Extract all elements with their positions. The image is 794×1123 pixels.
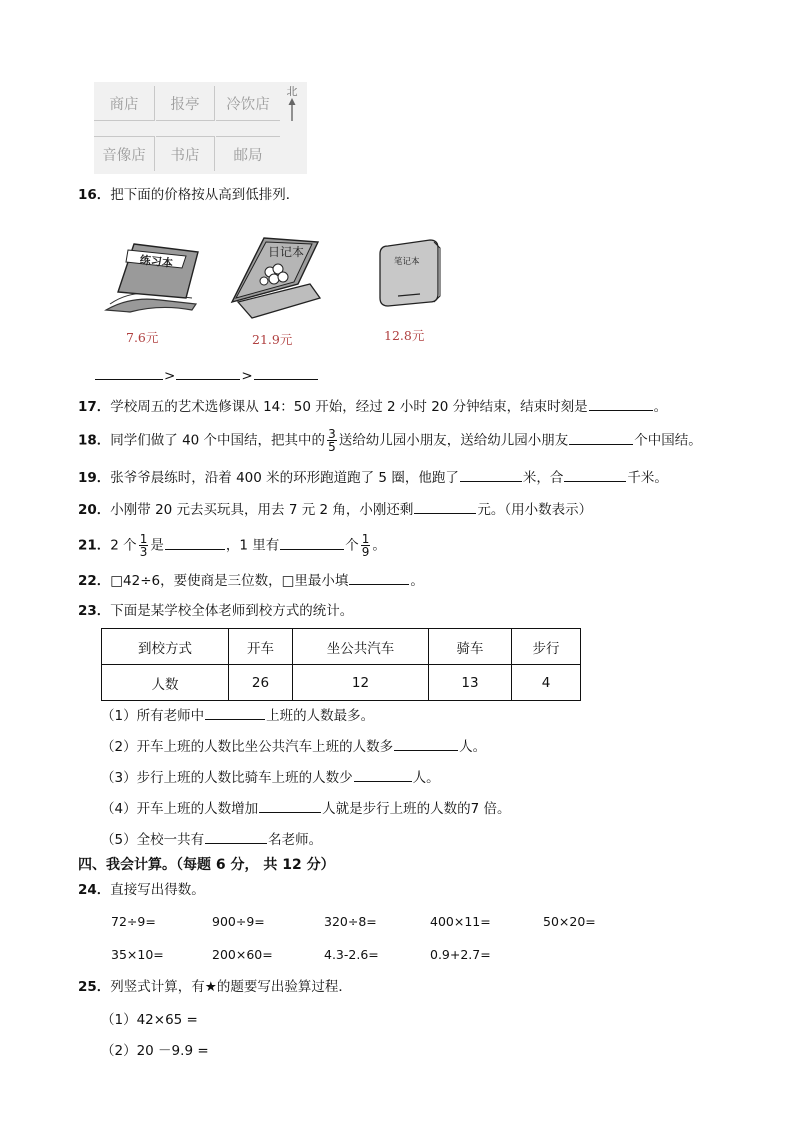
price-order-answer <box>94 364 319 386</box>
sub-question-1 <box>101 704 374 726</box>
table-row <box>102 665 581 701</box>
answer-blank[interactable] <box>280 534 344 550</box>
fraction-denominator: 3 <box>139 545 148 559</box>
question-16 <box>78 185 299 205</box>
answer-blank[interactable] <box>349 569 409 585</box>
question-number: 20． <box>78 502 111 518</box>
book-label: 日记本 <box>268 245 305 259</box>
question-24 <box>78 880 205 900</box>
direction-map <box>94 82 307 174</box>
question-number: 21． <box>78 537 111 554</box>
question-text: 同学们做了 40 个中国结，把其中的 <box>110 432 326 449</box>
answer-blank[interactable] <box>165 534 225 550</box>
calc-item: 72÷9= <box>111 914 156 929</box>
question-text: （3）步行上班的人数比骑车上班的人数少 <box>101 770 353 786</box>
commute-statistics-table <box>101 628 581 701</box>
question-number: 23． <box>78 603 111 619</box>
map-cell: 音像店 <box>94 136 155 171</box>
question-number: 16． <box>78 187 111 203</box>
calc-item: 50×20= <box>543 914 596 929</box>
fraction <box>139 533 149 558</box>
question-text: 小刚带 20 元去买玩具，用去 7 元 2 角，小刚还剩 <box>110 502 414 518</box>
question-20 <box>78 498 592 520</box>
price-label: 21.9元 <box>252 332 293 347</box>
question-text: 。 <box>410 573 424 589</box>
question-text: 列竖式计算，有★的题要写出验算过程． <box>110 979 352 995</box>
answer-blank[interactable] <box>176 364 240 380</box>
fraction-numerator: 1 <box>361 532 370 546</box>
question-text: （4）开车上班的人数增加 <box>101 801 259 817</box>
question-text: （1）所有老师中 <box>101 708 205 724</box>
question-text: 。 <box>653 399 668 415</box>
question-number: 17． <box>78 399 111 415</box>
table-header-cell: 坐公共汽车 <box>293 629 429 665</box>
question-text: 人就是步行上班的人数的7 倍。 <box>322 801 511 817</box>
north-label: 北 <box>286 85 298 98</box>
question-21 <box>78 533 386 558</box>
question-text: □42÷6，要使商是三位数，□里最小填 <box>110 573 349 589</box>
answer-blank[interactable] <box>589 395 653 411</box>
answer-blank[interactable] <box>354 766 412 782</box>
table-header-row <box>102 629 581 665</box>
table-header-cell: 开车 <box>229 629 293 665</box>
fraction-numerator: 1 <box>139 532 148 546</box>
north-arrow-icon <box>287 98 297 122</box>
notebook-image <box>372 238 444 310</box>
answer-blank[interactable] <box>460 466 522 482</box>
fraction-denominator: 9 <box>361 545 370 559</box>
greater-than-sign: > <box>241 368 253 384</box>
question-text: 张爷爷晨练时，沿着 400 米的环形跑道跑了 5 圈，他跑了 <box>110 470 459 486</box>
table-cell: 26 <box>229 665 293 701</box>
answer-blank[interactable] <box>414 498 476 514</box>
map-cell: 冷饮店 <box>216 86 280 121</box>
question-25 <box>78 977 352 997</box>
fraction-denominator: 5 <box>328 440 336 454</box>
question-number: 22． <box>78 573 111 589</box>
answer-blank[interactable] <box>394 735 458 751</box>
question-text: ，1 里有 <box>225 537 280 554</box>
question-number: 19． <box>78 470 111 486</box>
sub-question-5 <box>101 828 322 850</box>
map-cell: 书店 <box>156 136 215 171</box>
table-header-cell: 骑车 <box>429 629 512 665</box>
section-heading: 四、我会计算。（每题 6 分， 共 12 分） <box>78 857 335 873</box>
map-cell: 报亭 <box>156 86 215 121</box>
question-text: 下面是某学校全体老师到校方式的统计。 <box>110 603 354 619</box>
calc-item: 4.3-2.6= <box>324 947 379 962</box>
sub-question-3 <box>101 766 440 788</box>
question-text: 把下面的价格按从高到低排列． <box>110 187 300 203</box>
question-text: 直接写出得数。 <box>110 882 205 898</box>
answer-blank[interactable] <box>95 364 163 380</box>
question-text: 2 个 <box>110 537 137 554</box>
answer-blank[interactable] <box>569 429 633 445</box>
question-text: 米，合 <box>522 470 564 486</box>
table-cell: 人数 <box>102 665 229 701</box>
book-label: 练习本 <box>139 253 174 270</box>
calc-item: 0.9+2.7= <box>430 947 491 962</box>
question-23 <box>78 601 353 621</box>
table-header-cell: 到校方式 <box>102 629 229 665</box>
question-22 <box>78 569 424 591</box>
calc-item: （2）20 －9.9 = <box>101 1043 209 1059</box>
question-18 <box>78 428 702 453</box>
book-label: 笔记本 <box>394 257 420 267</box>
question-text: 上班的人数最多。 <box>266 708 375 724</box>
answer-blank[interactable] <box>205 704 265 720</box>
question-number: 24． <box>78 882 111 898</box>
question-text: 名老师。 <box>268 832 323 848</box>
fraction <box>327 428 337 453</box>
sub-question-2 <box>101 735 486 757</box>
diary-book-image <box>228 236 328 322</box>
table-header-cell: 步行 <box>512 629 581 665</box>
calc-item: 200×60= <box>212 947 273 962</box>
sub-question-4 <box>101 797 510 819</box>
question-number: 25． <box>78 979 111 995</box>
question-text: （2）开车上班的人数比坐公共汽车上班的人数多 <box>101 739 394 755</box>
calc-item: 400×11= <box>430 914 491 929</box>
question-text: 送给幼儿园小朋友，送给幼儿园小朋友 <box>338 432 569 449</box>
calc-item: 35×10= <box>111 947 164 962</box>
question-text: 元。（用小数表示） <box>477 502 593 518</box>
map-cell: 商店 <box>94 86 155 121</box>
question-text: 千米。 <box>627 470 668 486</box>
table-cell: 12 <box>293 665 429 701</box>
question-text: 个中国结。 <box>634 432 702 449</box>
table-cell: 13 <box>429 665 512 701</box>
question-text: 是 <box>150 537 164 554</box>
question-text: 人。 <box>459 739 487 755</box>
price-label: 7.6元 <box>126 330 159 345</box>
question-text: 学校周五的艺术选修课从 14：50 开始，经过 2 小时 20 分钟结束，结束时刻是 <box>110 399 588 415</box>
north-indicator <box>282 86 302 125</box>
answer-blank[interactable] <box>254 364 318 380</box>
question-text: 人。 <box>412 770 440 786</box>
price-label: 12.8元 <box>384 328 425 343</box>
answer-blank[interactable] <box>259 797 321 813</box>
question-text: 个 <box>345 537 359 554</box>
question-17 <box>78 395 667 417</box>
calc-item: 320÷8= <box>324 914 377 929</box>
answer-blank[interactable] <box>564 466 626 482</box>
exercise-book-image <box>100 238 202 318</box>
fraction <box>361 533 371 558</box>
question-text: （5）全校一共有 <box>101 832 205 848</box>
greater-than-sign: > <box>164 368 176 384</box>
calc-item: （1）42×65 = <box>101 1012 198 1028</box>
calc-item: 900÷9= <box>212 914 265 929</box>
question-number: 18． <box>78 432 111 449</box>
question-text: 。 <box>372 537 386 554</box>
fraction-numerator: 3 <box>328 427 336 441</box>
question-19 <box>78 466 668 488</box>
table-cell: 4 <box>512 665 581 701</box>
map-cell: 邮局 <box>216 136 280 171</box>
answer-blank[interactable] <box>205 828 267 844</box>
